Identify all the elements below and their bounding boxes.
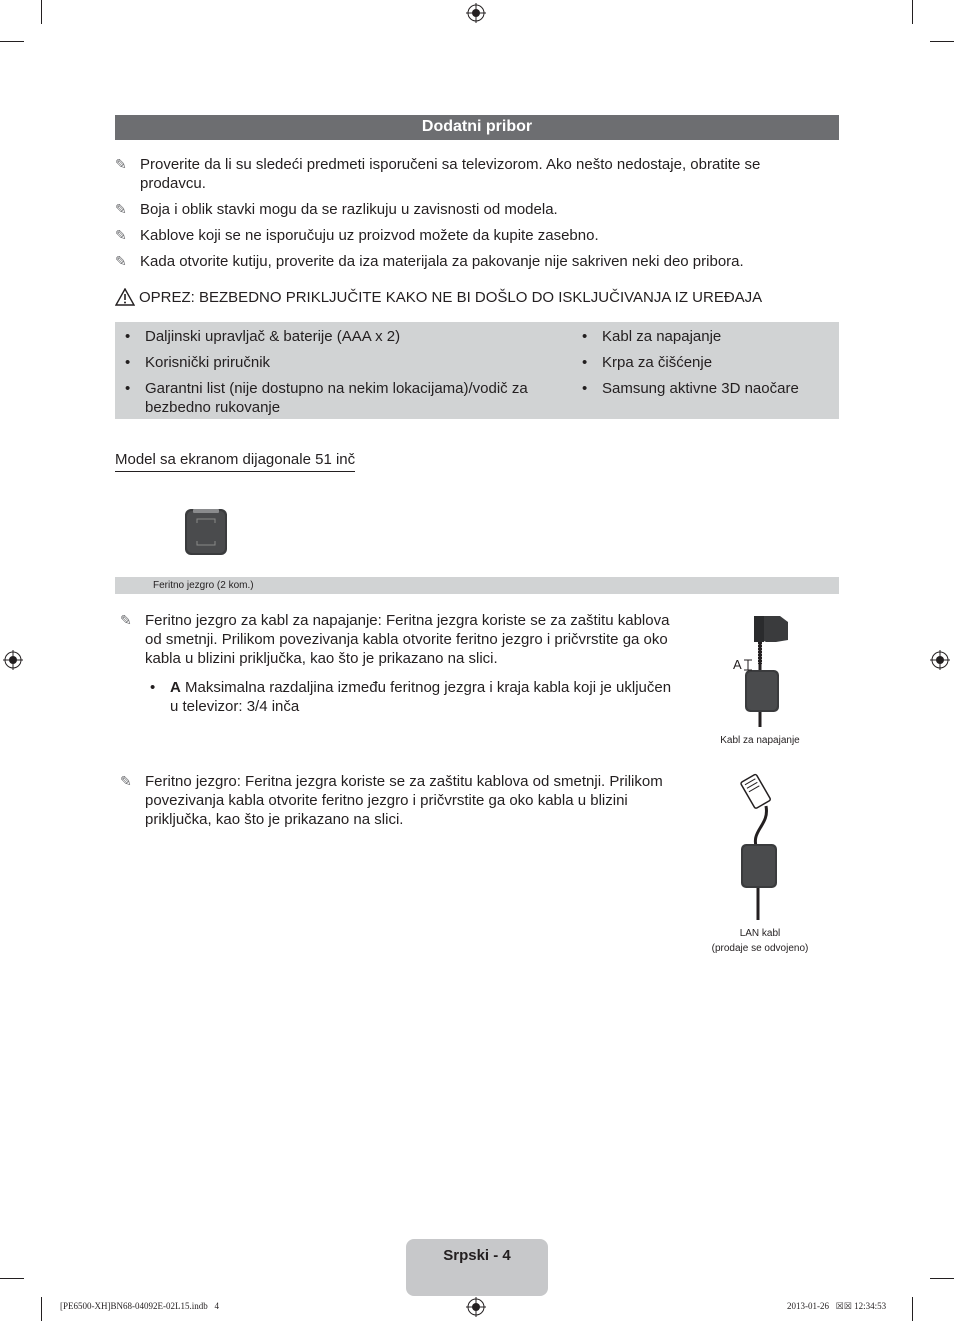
pen-icon: ✎ <box>115 253 127 269</box>
list-item: • A Maksimalna razdaljina između feritnog jezgra i kraja kabla koji je uključen u televizor: 3/4 inča <box>150 679 672 715</box>
list-item: • Korisnički priručnik <box>125 353 555 372</box>
pen-icon: ✎ <box>120 612 132 628</box>
lan-cable-caption-2: (prodaje se odvojeno) <box>711 943 809 954</box>
list-item: • Samsung aktivne 3D naočare <box>582 379 832 398</box>
list-item: • Garantni list (nije dostupno na nekim lokacijama)/vodič za bezbedno rukovanje <box>125 379 555 417</box>
caution-line <box>115 288 839 307</box>
list-item-text: Korisnički priručnik <box>145 354 271 371</box>
note-text: Proverite da li su sledeći predmeti isporučeni sa televizorom. Ako nešto nedostaje, obratite se prodavcu. <box>140 156 761 192</box>
crop-mark <box>930 41 954 42</box>
caution-text: OPREZ: BEZBEDNO PRIKLJUČITE KAKO NE BI DOŠLO DO ISKLJUČIVANJA IZ UREĐAJA <box>139 289 763 306</box>
registration-mark-icon <box>3 650 23 670</box>
list-item-text: Garantni list (nije dostupno na nekim lokacijama)/vodič za bezbedno rukovanje <box>145 380 528 416</box>
ferrite-caption: Feritno jezgro (2 kom.) <box>153 580 254 591</box>
ferrite-core-image <box>183 507 229 557</box>
crop-mark <box>912 0 913 24</box>
crop-mark <box>41 0 42 24</box>
note-text: Boja i oblik stavki mogu da se razlikuju u zavisnosti od modela. <box>140 201 558 218</box>
note-item <box>115 200 795 219</box>
list-item: • Kabl za napajanje <box>582 327 832 346</box>
registration-mark-icon <box>466 1297 486 1317</box>
crop-mark <box>0 1278 24 1279</box>
warning-triangle-icon <box>115 288 135 306</box>
list-item-text: Maksimalna razdaljina između feritnog jezgra i kraja kabla koji je uključen u televizor: 3/4 inča <box>170 679 672 715</box>
list-item: • Daljinski upravljač & baterije (AAA x 2) <box>125 327 555 346</box>
note-item <box>115 252 795 271</box>
note-item <box>115 155 795 193</box>
pen-icon: ✎ <box>120 773 132 789</box>
crop-mark <box>41 1297 42 1321</box>
list-item-text: Kabl za napajanje <box>602 328 722 345</box>
note-item <box>115 226 795 245</box>
pen-icon: ✎ <box>115 227 127 243</box>
model-heading: Model sa ekranom dijagonale 51 inč <box>115 450 355 472</box>
crop-mark <box>930 1278 954 1279</box>
pen-icon: ✎ <box>115 156 127 172</box>
note-item <box>115 611 675 668</box>
pen-icon: ✎ <box>115 201 127 217</box>
lan-cable-image <box>730 772 790 920</box>
list-item: • Krpa za čišćenje <box>582 353 832 372</box>
accessories-box <box>115 322 839 419</box>
power-cable-caption: Kabl za napajanje <box>720 735 800 746</box>
crop-mark <box>0 41 24 42</box>
note-text: Feritno jezgro: Feritna jezgra koriste se za zaštitu kablova od smetnji. Prilikom povezivanja kabla otvorite feritno jezgro i pričvrstite ga oko kabla u blizini priključka, kao što je prikazano na slici. <box>145 773 663 828</box>
bullet-label: A <box>170 679 181 696</box>
dimension-label: A <box>733 657 742 672</box>
list-item-text: Daljinski upravljač & baterije (AAA x 2) <box>145 328 401 345</box>
crop-mark <box>912 1297 913 1321</box>
list-item-text: Krpa za čišćenje <box>602 354 713 371</box>
lan-cable-caption-1: LAN kabl <box>739 928 781 939</box>
note-text: Kada otvorite kutiju, proverite da iza materijala za pakovanje nije sakriven neki deo pribora. <box>140 253 744 270</box>
print-timestamp: 2013-01-26 ☒☒ 12:34:53 <box>787 1301 887 1311</box>
note-text: Kablove koji se ne isporučuju uz proizvod možete da kupite zasebno. <box>140 227 599 244</box>
file-slug: [PE6500-XH]BN68-04092E-02L15.indb 4 <box>60 1301 219 1311</box>
section-title: Dodatni pribor <box>115 115 839 140</box>
registration-mark-icon <box>930 650 950 670</box>
list-item-text: Samsung aktivne 3D naočare <box>602 380 799 397</box>
note-item <box>115 772 675 829</box>
registration-mark-icon <box>466 3 486 23</box>
note-text: Feritno jezgro za kabl za napajanje: Feritna jezgra koriste se za zaštitu kablova od smetnji. Prilikom povezivanja kabla otvorite feritno jezgro i pričvrstite ga oko kabla u blizini priključka, kao što je prikazano na slici. <box>145 612 670 667</box>
page-number-tab: Srpski - 4 <box>406 1239 548 1296</box>
